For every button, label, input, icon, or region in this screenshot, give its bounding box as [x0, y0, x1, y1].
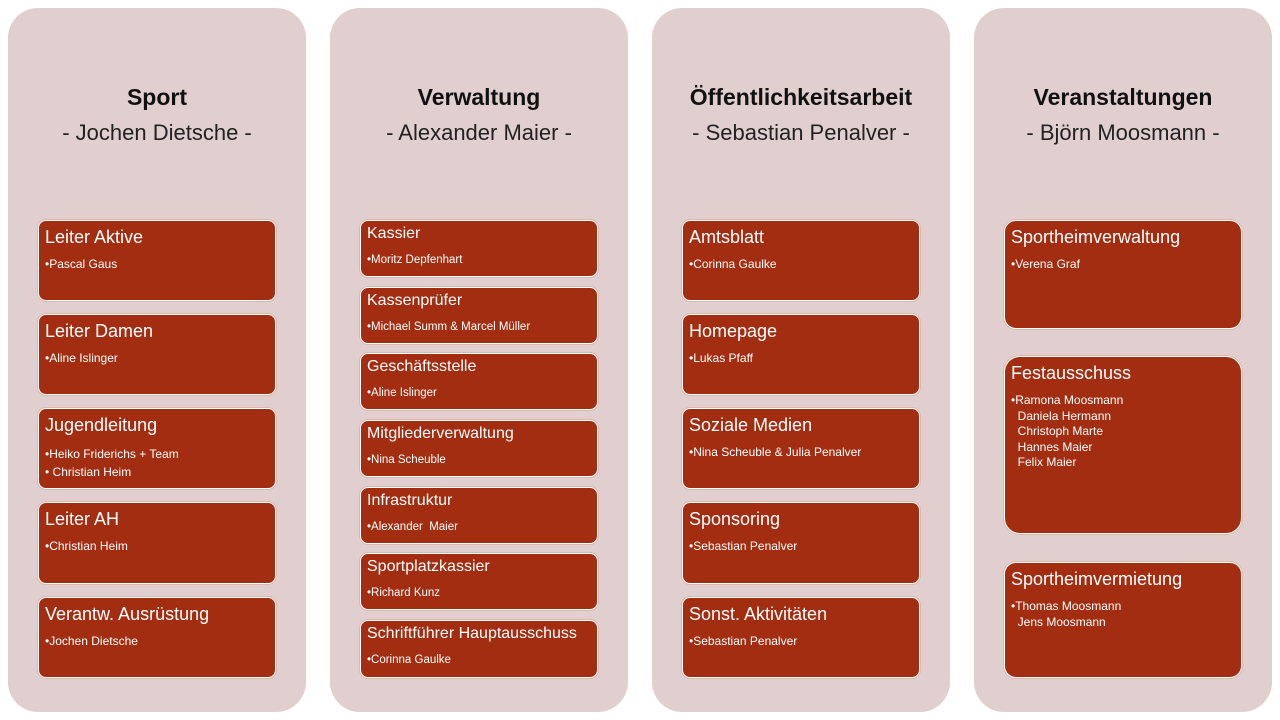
role-title: Sportheimverwaltung — [1011, 227, 1181, 247]
role-box-leiter-ah — [38, 502, 276, 584]
role-names: •Ramona Moosmann Daniela Hermann Christoph Marte Hannes Maier Felix Maier — [1011, 393, 1124, 469]
role-names: •Richard Kunz — [367, 587, 441, 599]
role-names: •Sebastian Penalver — [689, 539, 798, 553]
column-verwaltung — [330, 8, 628, 712]
role-box-infrastruktur — [360, 487, 598, 544]
role-names: •Heiko Friderichs + Team • Christian Heim — [45, 447, 179, 479]
column-title: Veranstaltungen — [1033, 84, 1213, 110]
role-title: Sponsoring — [689, 509, 781, 529]
role-names: •Christian Heim — [45, 539, 128, 553]
role-title: Geschäftsstelle — [367, 358, 477, 375]
role-box-homepage — [682, 314, 920, 395]
role-title: Infrastruktur — [367, 492, 453, 509]
role-names: •Aline Islinger — [45, 351, 118, 365]
column-title: Öffentlichkeitsarbeit — [689, 84, 913, 110]
column-title: Verwaltung — [417, 84, 541, 110]
role-box-geschaeftsstelle — [360, 353, 598, 410]
role-names: •Corinna Gaulke — [689, 257, 777, 271]
column-title: Sport — [126, 84, 188, 110]
role-title: Mitgliederverwaltung — [367, 425, 514, 442]
role-box-verantw-ausruestung — [38, 597, 276, 678]
role-names: •Thomas Moosmann Jens Moosmann — [1011, 599, 1122, 629]
role-names: •Jochen Dietsche — [45, 634, 138, 648]
role-title: Homepage — [689, 321, 778, 341]
column-lead: - Sebastian Penalver - — [692, 120, 910, 145]
role-box-sponsoring — [682, 502, 920, 584]
role-title: Leiter Aktive — [45, 227, 144, 247]
role-box-leiter-aktive — [38, 220, 276, 301]
role-names: •Lukas Pfaff — [689, 351, 754, 365]
role-box-festausschuss — [1004, 356, 1242, 534]
column-lead: - Jochen Dietsche - — [62, 120, 252, 145]
column-lead: - Alexander Maier - — [386, 120, 572, 145]
role-names: •Pascal Gaus — [45, 257, 118, 271]
role-title: Schriftführer Hauptausschuss — [367, 625, 577, 642]
role-names: •Corinna Gaulke — [367, 654, 451, 666]
role-title: Verantw. Ausrüstung — [45, 604, 210, 624]
role-box-soziale-medien — [682, 408, 920, 489]
column-sport — [8, 8, 306, 712]
role-names: •Sebastian Penalver — [689, 634, 798, 648]
role-box-amtsblatt — [682, 220, 920, 301]
role-names: •Aline Islinger — [367, 387, 437, 399]
role-box-schriftfuehrer — [360, 620, 598, 678]
role-box-mitgliederverwaltung — [360, 420, 598, 477]
role-title: Jugendleitung — [45, 415, 158, 435]
role-names: •Nina Scheuble & Julia Penalver — [689, 445, 862, 459]
role-box-sportplatzkassier — [360, 553, 598, 610]
column-oeffentlichkeitsarbeit — [652, 8, 950, 712]
role-title: Amtsblatt — [689, 227, 765, 247]
role-title: Sportplatzkassier — [367, 558, 490, 575]
role-title: Sonst. Aktivitäten — [689, 604, 828, 624]
role-title: Sportheimvermietung — [1011, 569, 1183, 589]
role-title: Leiter AH — [45, 509, 120, 529]
role-box-kassenpruefer — [360, 287, 598, 344]
role-title: Festausschuss — [1011, 363, 1132, 383]
role-names: •Alexander Maier — [367, 521, 458, 533]
role-box-kassier — [360, 220, 598, 277]
role-names: •Moritz Depfenhart — [367, 254, 463, 266]
role-title: Kassenprüfer — [367, 292, 463, 309]
role-box-sportheimverwaltung — [1004, 220, 1242, 329]
role-box-leiter-damen — [38, 314, 276, 395]
role-title: Leiter Damen — [45, 321, 154, 341]
role-names: •Nina Scheuble — [367, 454, 446, 466]
column-lead: - Björn Moosmann - — [1026, 120, 1220, 145]
role-title: Soziale Medien — [689, 415, 813, 435]
role-box-sonst-aktivitaeten — [682, 597, 920, 678]
role-title: Kassier — [367, 225, 421, 242]
role-names: •Verena Graf — [1011, 257, 1080, 271]
role-names: •Michael Summ & Marcel Müller — [367, 321, 531, 333]
role-box-sportheimvermietung — [1004, 562, 1242, 678]
column-veranstaltungen — [974, 8, 1272, 712]
role-box-jugendleitung — [38, 408, 276, 489]
